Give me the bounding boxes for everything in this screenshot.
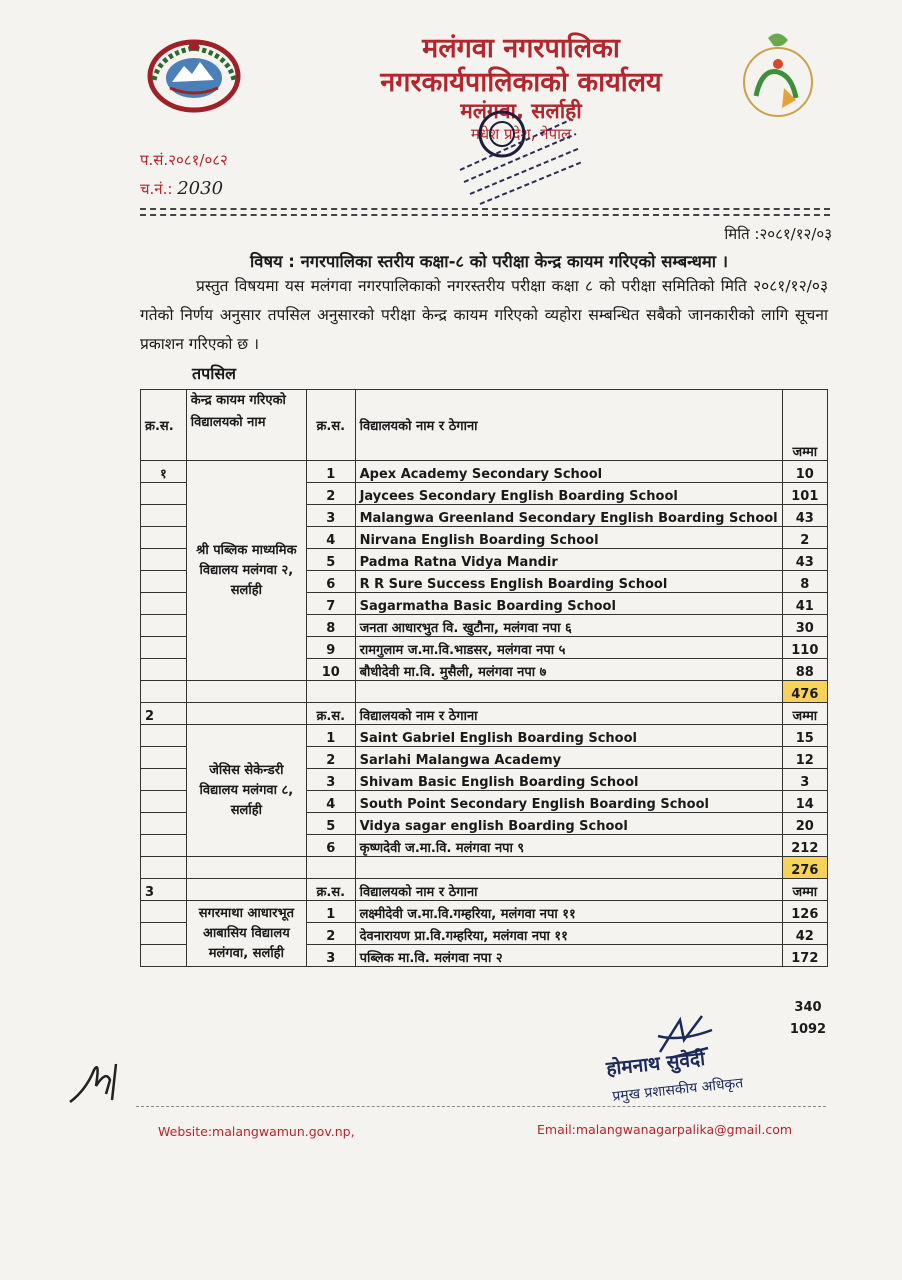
center-header-row (141, 703, 828, 725)
school-total: 2 (782, 527, 827, 549)
header-total: जम्मा (782, 703, 827, 725)
header-sn2: क्र.स. (306, 879, 355, 901)
office-address: मलंगवा, सर्लाही (460, 99, 582, 123)
table-row (141, 461, 828, 483)
school-name: पब्लिक मा.वि. मलंगवा नपा २ (355, 945, 782, 967)
school-sn: 3 (306, 945, 355, 967)
notice-subject: विषय : नगरपालिका स्तरीय कक्षा-८ को परीक्षा केन्द्र कायम गरिएको सम्बन्धमा । (250, 252, 728, 271)
school-total: 20 (782, 813, 827, 835)
school-sn: 6 (306, 571, 355, 593)
center-sn: 2 (141, 703, 187, 725)
school-name: रामगुलाम ज.मा.वि.भाडसर, मलंगवा नपा ५ (355, 637, 782, 659)
school-total: 30 (782, 615, 827, 637)
footer-website: Website:malangwamun.gov.np, (158, 1124, 355, 1139)
school-total: 12 (782, 747, 827, 769)
initial-signature-icon (66, 1050, 136, 1110)
header-divider (140, 214, 830, 216)
school-name: बौधीदेवी मा.वि. मुसैली, मलंगवा नपा ७ (355, 659, 782, 681)
school-name: लक्ष्मीदेवी ज.मा.वि.गम्हरिया, मलंगवा नपा ११ (355, 901, 782, 923)
center-name: सगरमाथा आधारभूत आबासिय विद्यालय मलंगवा, सर्लाही (186, 901, 306, 967)
center-sn: १ (141, 461, 187, 483)
header-school: विद्यालयको नाम र ठेगाना (355, 390, 782, 461)
school-sn: 4 (306, 527, 355, 549)
school-total: 88 (782, 659, 827, 681)
school-name: Padma Ratna Vidya Mandir (355, 549, 782, 571)
school-total: 101 (782, 483, 827, 505)
school-sn: 4 (306, 791, 355, 813)
table-row (141, 901, 828, 923)
school-total: 42 (782, 923, 827, 945)
grand-total: 1092 (789, 1022, 827, 1037)
school-total: 41 (782, 593, 827, 615)
school-name: देवनारायण प्रा.वि.गम्हरिया, मलंगवा नपा ११ (355, 923, 782, 945)
school-sn: 8 (306, 615, 355, 637)
signatory-name: होमनाथ सुवेदी (605, 1047, 706, 1081)
center-sn: 3 (141, 879, 187, 901)
school-sn: 2 (306, 747, 355, 769)
school-sn: 7 (306, 593, 355, 615)
notice-date: मिति :२०८१/१२/०३ (724, 225, 832, 243)
school-sn: 3 (306, 505, 355, 527)
school-sn: 5 (306, 549, 355, 571)
school-name: Malangwa Greenland Secondary English Boarding School (355, 505, 782, 527)
school-total: 10 (782, 461, 827, 483)
school-total: 172 (782, 945, 827, 967)
school-name: जनता आधारभुत वि. खुटौना, मलंगवा नपा ६ (355, 615, 782, 637)
header-school: विद्यालयको नाम र ठेगाना (355, 879, 782, 901)
footer-email: Email:malangwanagarpalika@gmail.com (537, 1122, 793, 1137)
center-name: श्री पब्लिक माध्यमिक विद्यालय मलंगवा २, सर्लाही (186, 461, 306, 681)
school-total: 15 (782, 725, 827, 747)
exam-center-table (140, 389, 828, 967)
center-name: जेसिस सेकेन्डरी विद्यालय मलंगवा ८, सर्लाही (186, 725, 306, 857)
school-sn: 1 (306, 725, 355, 747)
chalani-value: 2030 (177, 178, 224, 199)
school-name: Saint Gabriel English Boarding School (355, 725, 782, 747)
school-sn: 9 (306, 637, 355, 659)
school-total: 43 (782, 505, 827, 527)
school-total: 212 (782, 835, 827, 857)
school-name: Apex Academy Secondary School (355, 461, 782, 483)
header-divider (140, 208, 830, 210)
header-total: जम्मा (782, 879, 827, 901)
school-total: 126 (782, 901, 827, 923)
school-total: 14 (782, 791, 827, 813)
school-name: कृष्णदेवी ज.मा.वि. मलंगवा नपा ९ (355, 835, 782, 857)
notice-body (140, 272, 828, 359)
header-sn2: क्र.स. (306, 703, 355, 725)
table-header-row (141, 390, 828, 461)
school-total: 3 (782, 769, 827, 791)
center-subtotal: 276 (782, 857, 827, 879)
header-sn2: क्र.स. (306, 390, 355, 461)
school-total: 110 (782, 637, 827, 659)
header-total: जम्मा (782, 390, 827, 461)
center-subtotal: 476 (782, 681, 827, 703)
tapsil-heading: तपसिल (192, 364, 237, 383)
school-name: R R Sure Success English Boarding School (355, 571, 782, 593)
subtotal-row (141, 681, 828, 703)
school-sn: 6 (306, 835, 355, 857)
school-name: Jaycees Secondary English Boarding School (355, 483, 782, 505)
patra-sankhya: प.सं.२०८१/०८२ (140, 151, 228, 169)
school-name: Vidya sagar english Boarding School (355, 813, 782, 835)
school-name: South Point Secondary English Boarding School (355, 791, 782, 813)
office-seal-stamp-icon (440, 100, 590, 215)
school-name: Sarlahi Malangwa Academy (355, 747, 782, 769)
center3-subtotal: 340 (794, 1000, 822, 1015)
school-total: 43 (782, 549, 827, 571)
school-sn: 3 (306, 769, 355, 791)
table-row (141, 725, 828, 747)
school-sn: 5 (306, 813, 355, 835)
school-sn: 1 (306, 901, 355, 923)
school-sn: 10 (306, 659, 355, 681)
chalani-label: च.नं.: (140, 180, 173, 198)
header-center: केन्द्र कायम गरिएको विद्यालयको नाम (186, 390, 306, 461)
subtotal-row (141, 857, 828, 879)
school-sn: 1 (306, 461, 355, 483)
footer-divider (136, 1106, 826, 1107)
school-name: Shivam Basic English Boarding School (355, 769, 782, 791)
header-school: विद्यालयको नाम र ठेगाना (355, 703, 782, 725)
school-sn: 2 (306, 483, 355, 505)
school-name: Nirvana English Boarding School (355, 527, 782, 549)
office-province: मधेश प्रदेश, नेपाल (470, 125, 572, 143)
municipality-name: मलंगवा नगरपालिका (422, 33, 620, 64)
office-name: नगरकार्यपालिकाको कार्यालय (380, 67, 662, 98)
school-name: Sagarmatha Basic Boarding School (355, 593, 782, 615)
center-header-row (141, 879, 828, 901)
school-total: 8 (782, 571, 827, 593)
signatory-title: प्रमुख प्रशासकीय अधिकृत (611, 1075, 744, 1105)
chalani-number (140, 178, 223, 199)
school-sn: 2 (306, 923, 355, 945)
notice-body-text: प्रस्तुत विषयमा यस मलंगवा नगरपालिकाको नगरस्तरीय परीक्षा कक्षा ८ को परीक्षा समितिको मिति २०८१/१२/०३ गतेको निर्णय अनुसार तपसिल अनुसारको परीक्षा केन्द्र कायम गरिएको व्यहोरा सम्बन्धित सबैको जानकारीको लागि सूचना प्रकाशन गरिएको छ । (140, 277, 828, 353)
header-sn: क्र.स. (141, 390, 187, 461)
